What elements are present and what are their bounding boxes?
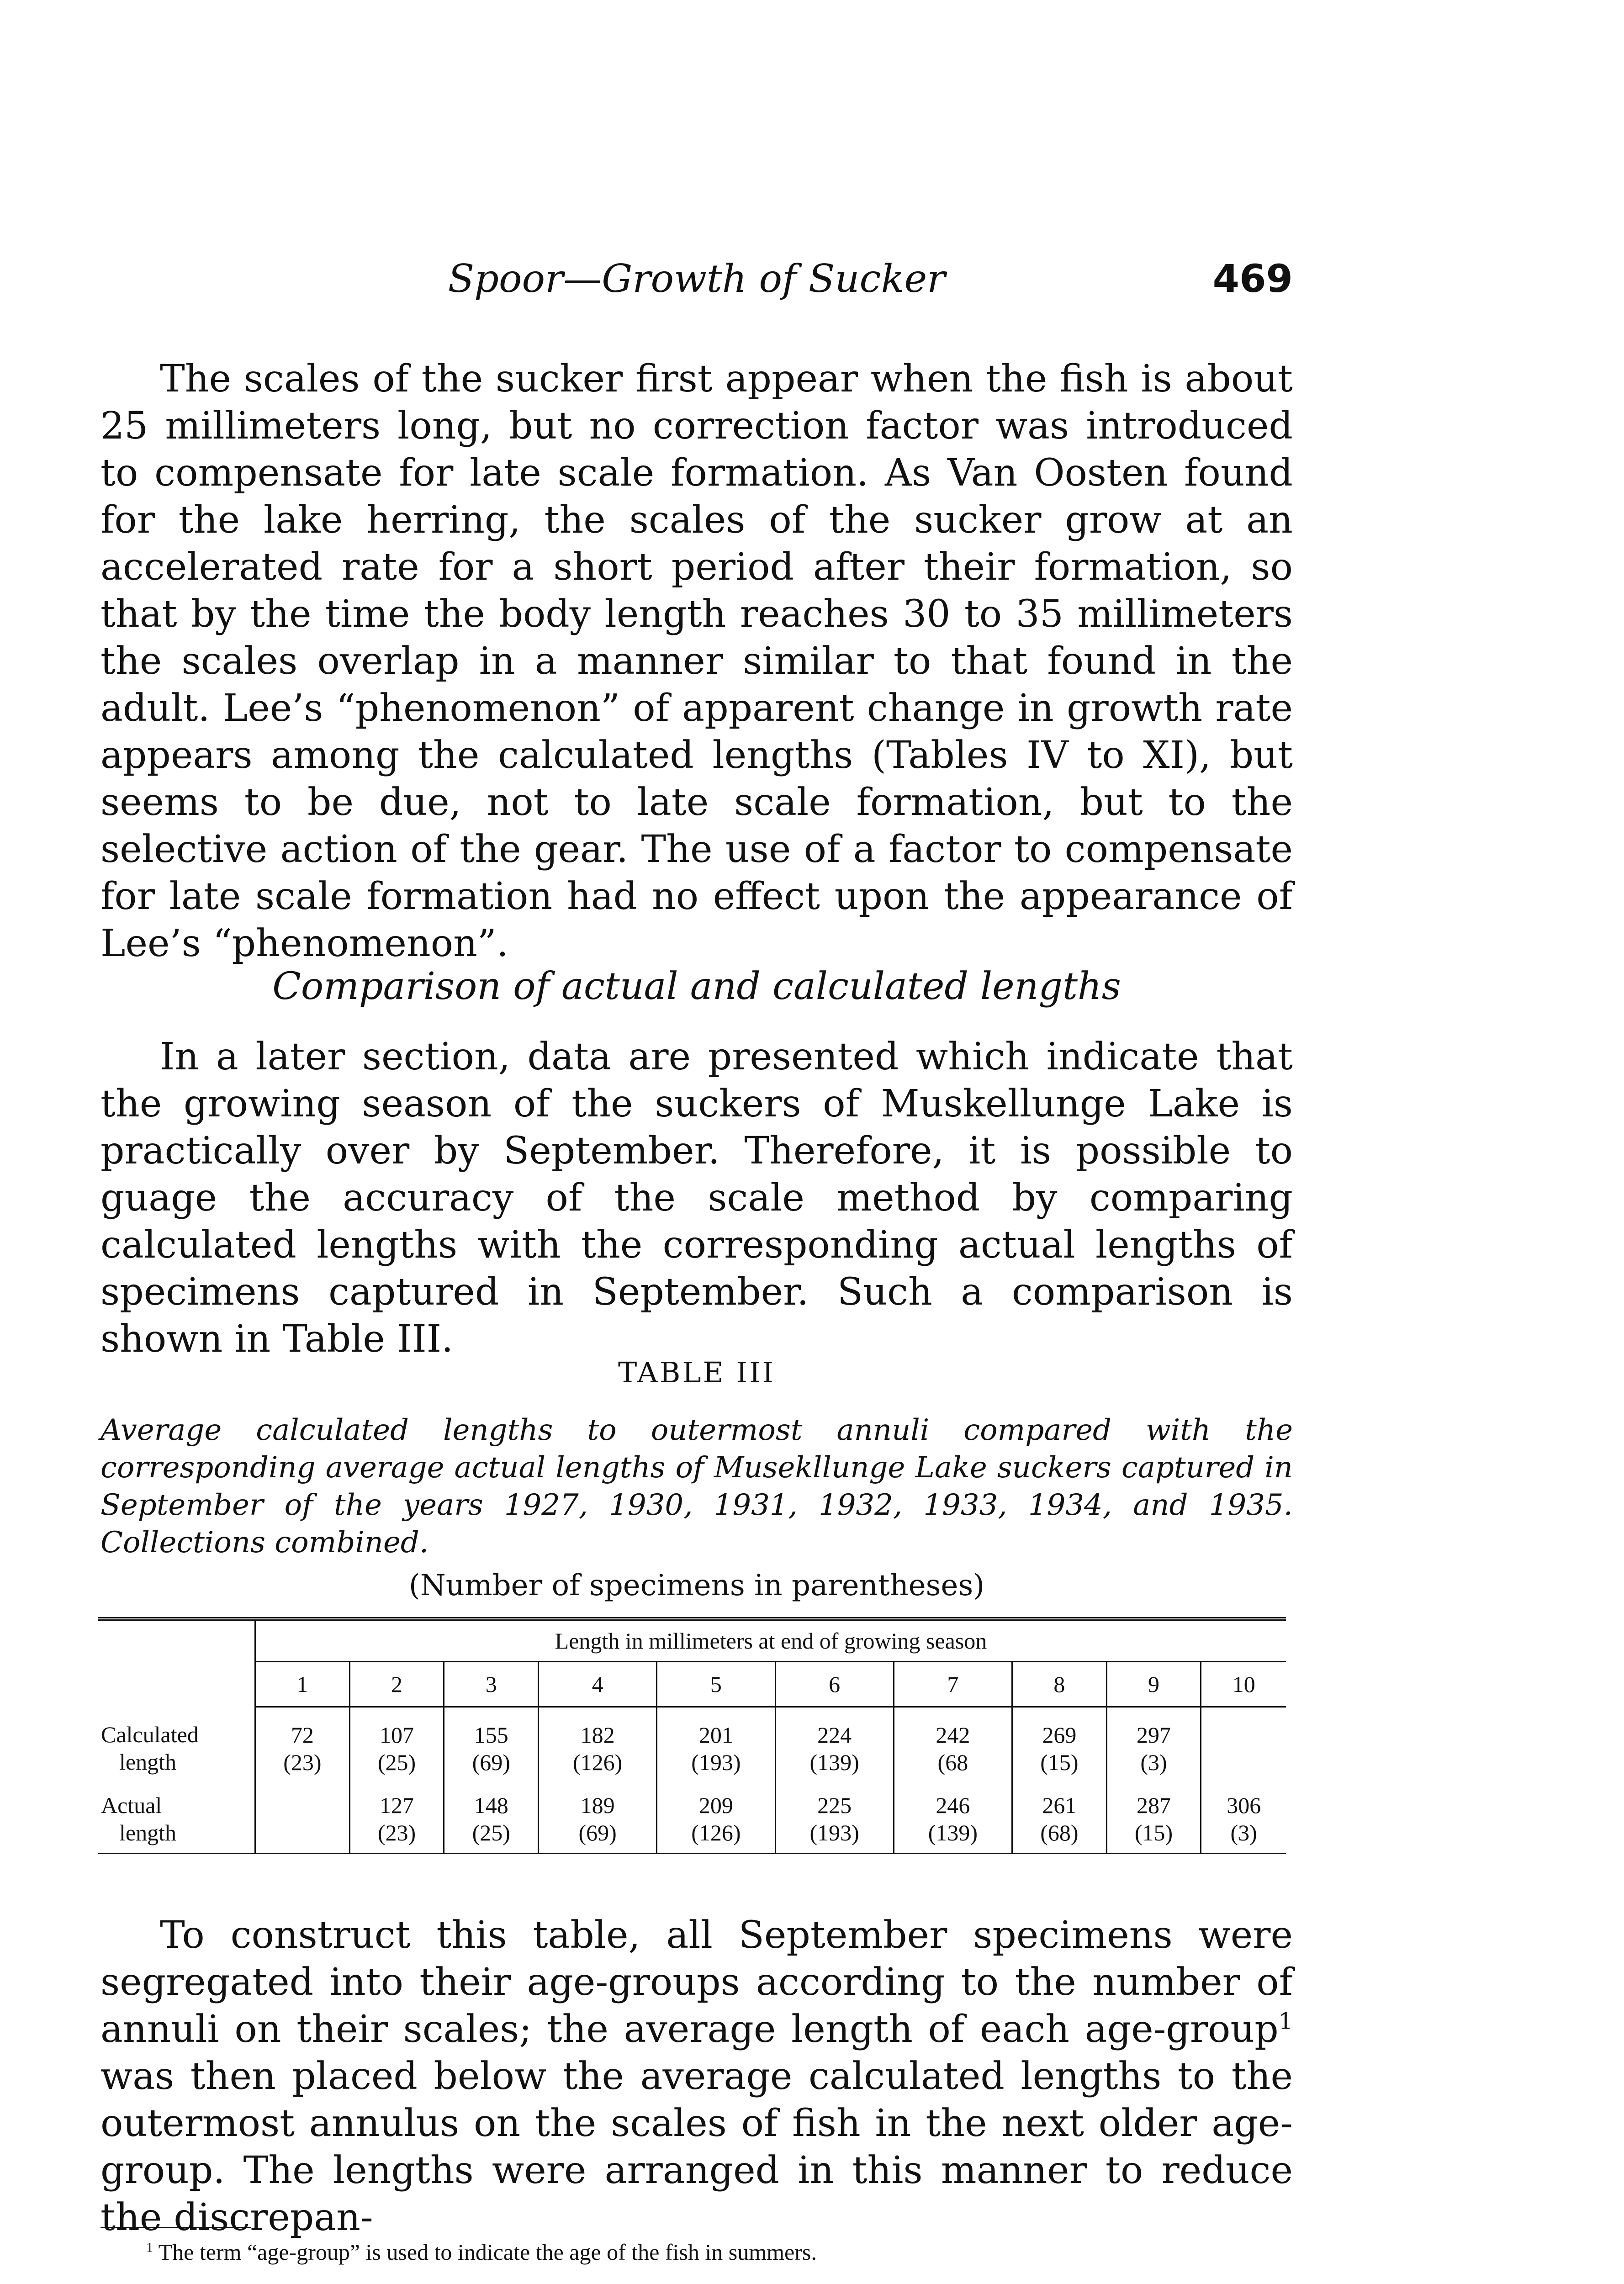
cell-count: (25) <box>377 1750 416 1775</box>
table-cell <box>657 1787 775 1854</box>
row-label-line1: Actual <box>101 1792 162 1818</box>
stub-header <box>98 1619 255 1707</box>
cell-value: 155 <box>474 1722 508 1748</box>
cell-count: (69) <box>472 1750 510 1775</box>
cell-count: (15) <box>1134 1820 1173 1845</box>
table-cell <box>255 1707 350 1787</box>
table-cell <box>1106 1787 1201 1854</box>
footnote-reference[interactable]: 1 <box>1278 2008 1293 2035</box>
cell-value: 189 <box>580 1792 615 1818</box>
paragraph-text-part: To construct this table, all September specimens were segregated into their age-groups according to the number of annuli on their scales; the average length of each age-group <box>101 1914 1293 2051</box>
column-header: 4 <box>539 1662 657 1707</box>
column-header: 2 <box>349 1662 444 1707</box>
cell-value: 306 <box>1227 1792 1261 1818</box>
cell-count: (68 <box>937 1750 968 1775</box>
paragraph-table-construction <box>101 1912 1293 2241</box>
length-comparison-table <box>98 1617 1286 1854</box>
table-cell <box>1201 1707 1286 1787</box>
cell-value: 246 <box>936 1792 970 1818</box>
row-label-line1: Calculated <box>101 1721 199 1747</box>
cell-count: (25) <box>472 1820 510 1845</box>
column-header: 6 <box>775 1662 894 1707</box>
cell-value: 201 <box>698 1722 733 1748</box>
cell-value: 224 <box>817 1722 852 1748</box>
footnote-marker: 1 <box>146 2240 153 2255</box>
cell-count: (23) <box>377 1820 416 1845</box>
column-header: 9 <box>1106 1662 1201 1707</box>
table-row-calculated <box>98 1707 1286 1787</box>
cell-value: 182 <box>580 1722 615 1748</box>
cell-value: 107 <box>380 1722 414 1748</box>
table-cell <box>1201 1787 1286 1854</box>
table-cell <box>657 1707 775 1787</box>
cell-value: 297 <box>1137 1722 1171 1748</box>
cell-count: (126) <box>691 1820 741 1845</box>
cell-count: (23) <box>283 1750 322 1775</box>
page-number: 469 <box>1212 256 1293 301</box>
cell-count: (139) <box>809 1750 859 1775</box>
table-cell <box>349 1787 444 1854</box>
cell-value: 269 <box>1042 1722 1077 1748</box>
cell-count: (193) <box>809 1820 859 1845</box>
spanner-header: Length in millimeters at end of growing season <box>255 1619 1286 1662</box>
cell-count: (3) <box>1230 1820 1257 1845</box>
table-cell <box>444 1707 539 1787</box>
cell-count: (15) <box>1040 1750 1079 1775</box>
column-header: 10 <box>1201 1662 1286 1707</box>
row-label-line2: length <box>119 1749 176 1775</box>
cell-value: 127 <box>380 1792 414 1818</box>
table-cell <box>539 1787 657 1854</box>
table-cell <box>775 1707 894 1787</box>
cell-count: (126) <box>573 1750 623 1775</box>
footnote-text: The term “age-group” is used to indicate the age of the fish in summers. <box>158 2239 817 2265</box>
column-header: 5 <box>657 1662 775 1707</box>
running-title: Spoor—Growth of Sucker <box>448 256 946 301</box>
table-cell <box>1012 1787 1107 1854</box>
column-header: 8 <box>1012 1662 1107 1707</box>
table-cell <box>349 1707 444 1787</box>
section-heading: Comparison of actual and calculated lengths <box>272 965 1121 1008</box>
cell-count: (3) <box>1140 1750 1167 1775</box>
table-cell <box>894 1707 1012 1787</box>
paragraph-text-part: was then placed below the average calculated lengths to the outermost annulus on the scales of fish in the next older age-group. The lengths were arranged in this manner to reduce the discrepan- <box>101 2055 1293 2239</box>
cell-count: (139) <box>928 1820 978 1845</box>
footnote-divider <box>101 2227 251 2228</box>
table-header-row <box>98 1619 1286 1662</box>
row-label <box>98 1707 255 1787</box>
cell-count: (69) <box>578 1820 617 1845</box>
paragraph-scale-formation: The scales of the sucker first appear when the fish is about 25 millimeters long, but no correction factor was introduced to compensate for late scale formation. As Van Oosten found for the lake herring, the scales of the sucker grow at an accelerated rate for a short period after their formation, so that by the time the body length reaches 30 to 35 millimeters the scales overlap in a manner similar to that found in the adult. Lee’s “phenomenon” of apparent change in growth rate appears among the calculated lengths (Tables IV to XI), but seems to be due, not to late scale formation, but to the selective action of the gear. The use of a factor to compensate for late scale formation had no effect upon the appearance of Lee’s “phenomenon”. <box>101 357 1293 965</box>
table-cell <box>1012 1707 1107 1787</box>
table-column-number-row <box>98 1662 1286 1707</box>
column-header: 3 <box>444 1662 539 1707</box>
running-header <box>101 254 1293 304</box>
cell-value: 261 <box>1042 1792 1077 1818</box>
cell-count: (193) <box>691 1750 741 1775</box>
table-row-actual <box>98 1787 1286 1854</box>
column-header: 1 <box>255 1662 350 1707</box>
table-cell <box>894 1787 1012 1854</box>
cell-value: 72 <box>291 1722 314 1748</box>
cell-value: 148 <box>474 1792 508 1818</box>
table-cell <box>539 1707 657 1787</box>
table-cell <box>444 1787 539 1854</box>
cell-value: 209 <box>698 1792 733 1818</box>
cell-value: 242 <box>936 1722 970 1748</box>
column-header: 7 <box>894 1662 1012 1707</box>
table-note: (Number of specimens in parentheses) <box>408 1569 985 1602</box>
table-cell <box>775 1787 894 1854</box>
row-label <box>98 1787 255 1854</box>
cell-value: 287 <box>1137 1792 1171 1818</box>
table-cell <box>1106 1707 1201 1787</box>
table-cell <box>255 1787 350 1854</box>
table-caption: Average calculated lengths to outermost annuli compared with the corresponding average actual lengths of Musekllunge Lake suckers captured in September of the years 1927, 1930, 1931, 1932, 1933, 1934, and 1935. Collections combined. <box>101 1413 1293 1560</box>
table-label: TABLE III <box>618 1356 775 1389</box>
row-label-line2: length <box>119 1820 176 1845</box>
footnote <box>146 2236 1243 2268</box>
paragraph-comparison: In a later section, data are presented which indicate that the growing season of the suckers of Muskellunge Lake is practically over by September. Therefore, it is possible to guage the accuracy of the scale method by comparing calculated lengths with the corresponding actual lengths of specimens captured in September. Such a comparison is shown in Table III. <box>101 1035 1293 1361</box>
cell-value: 225 <box>817 1792 852 1818</box>
cell-count: (68) <box>1040 1820 1079 1845</box>
